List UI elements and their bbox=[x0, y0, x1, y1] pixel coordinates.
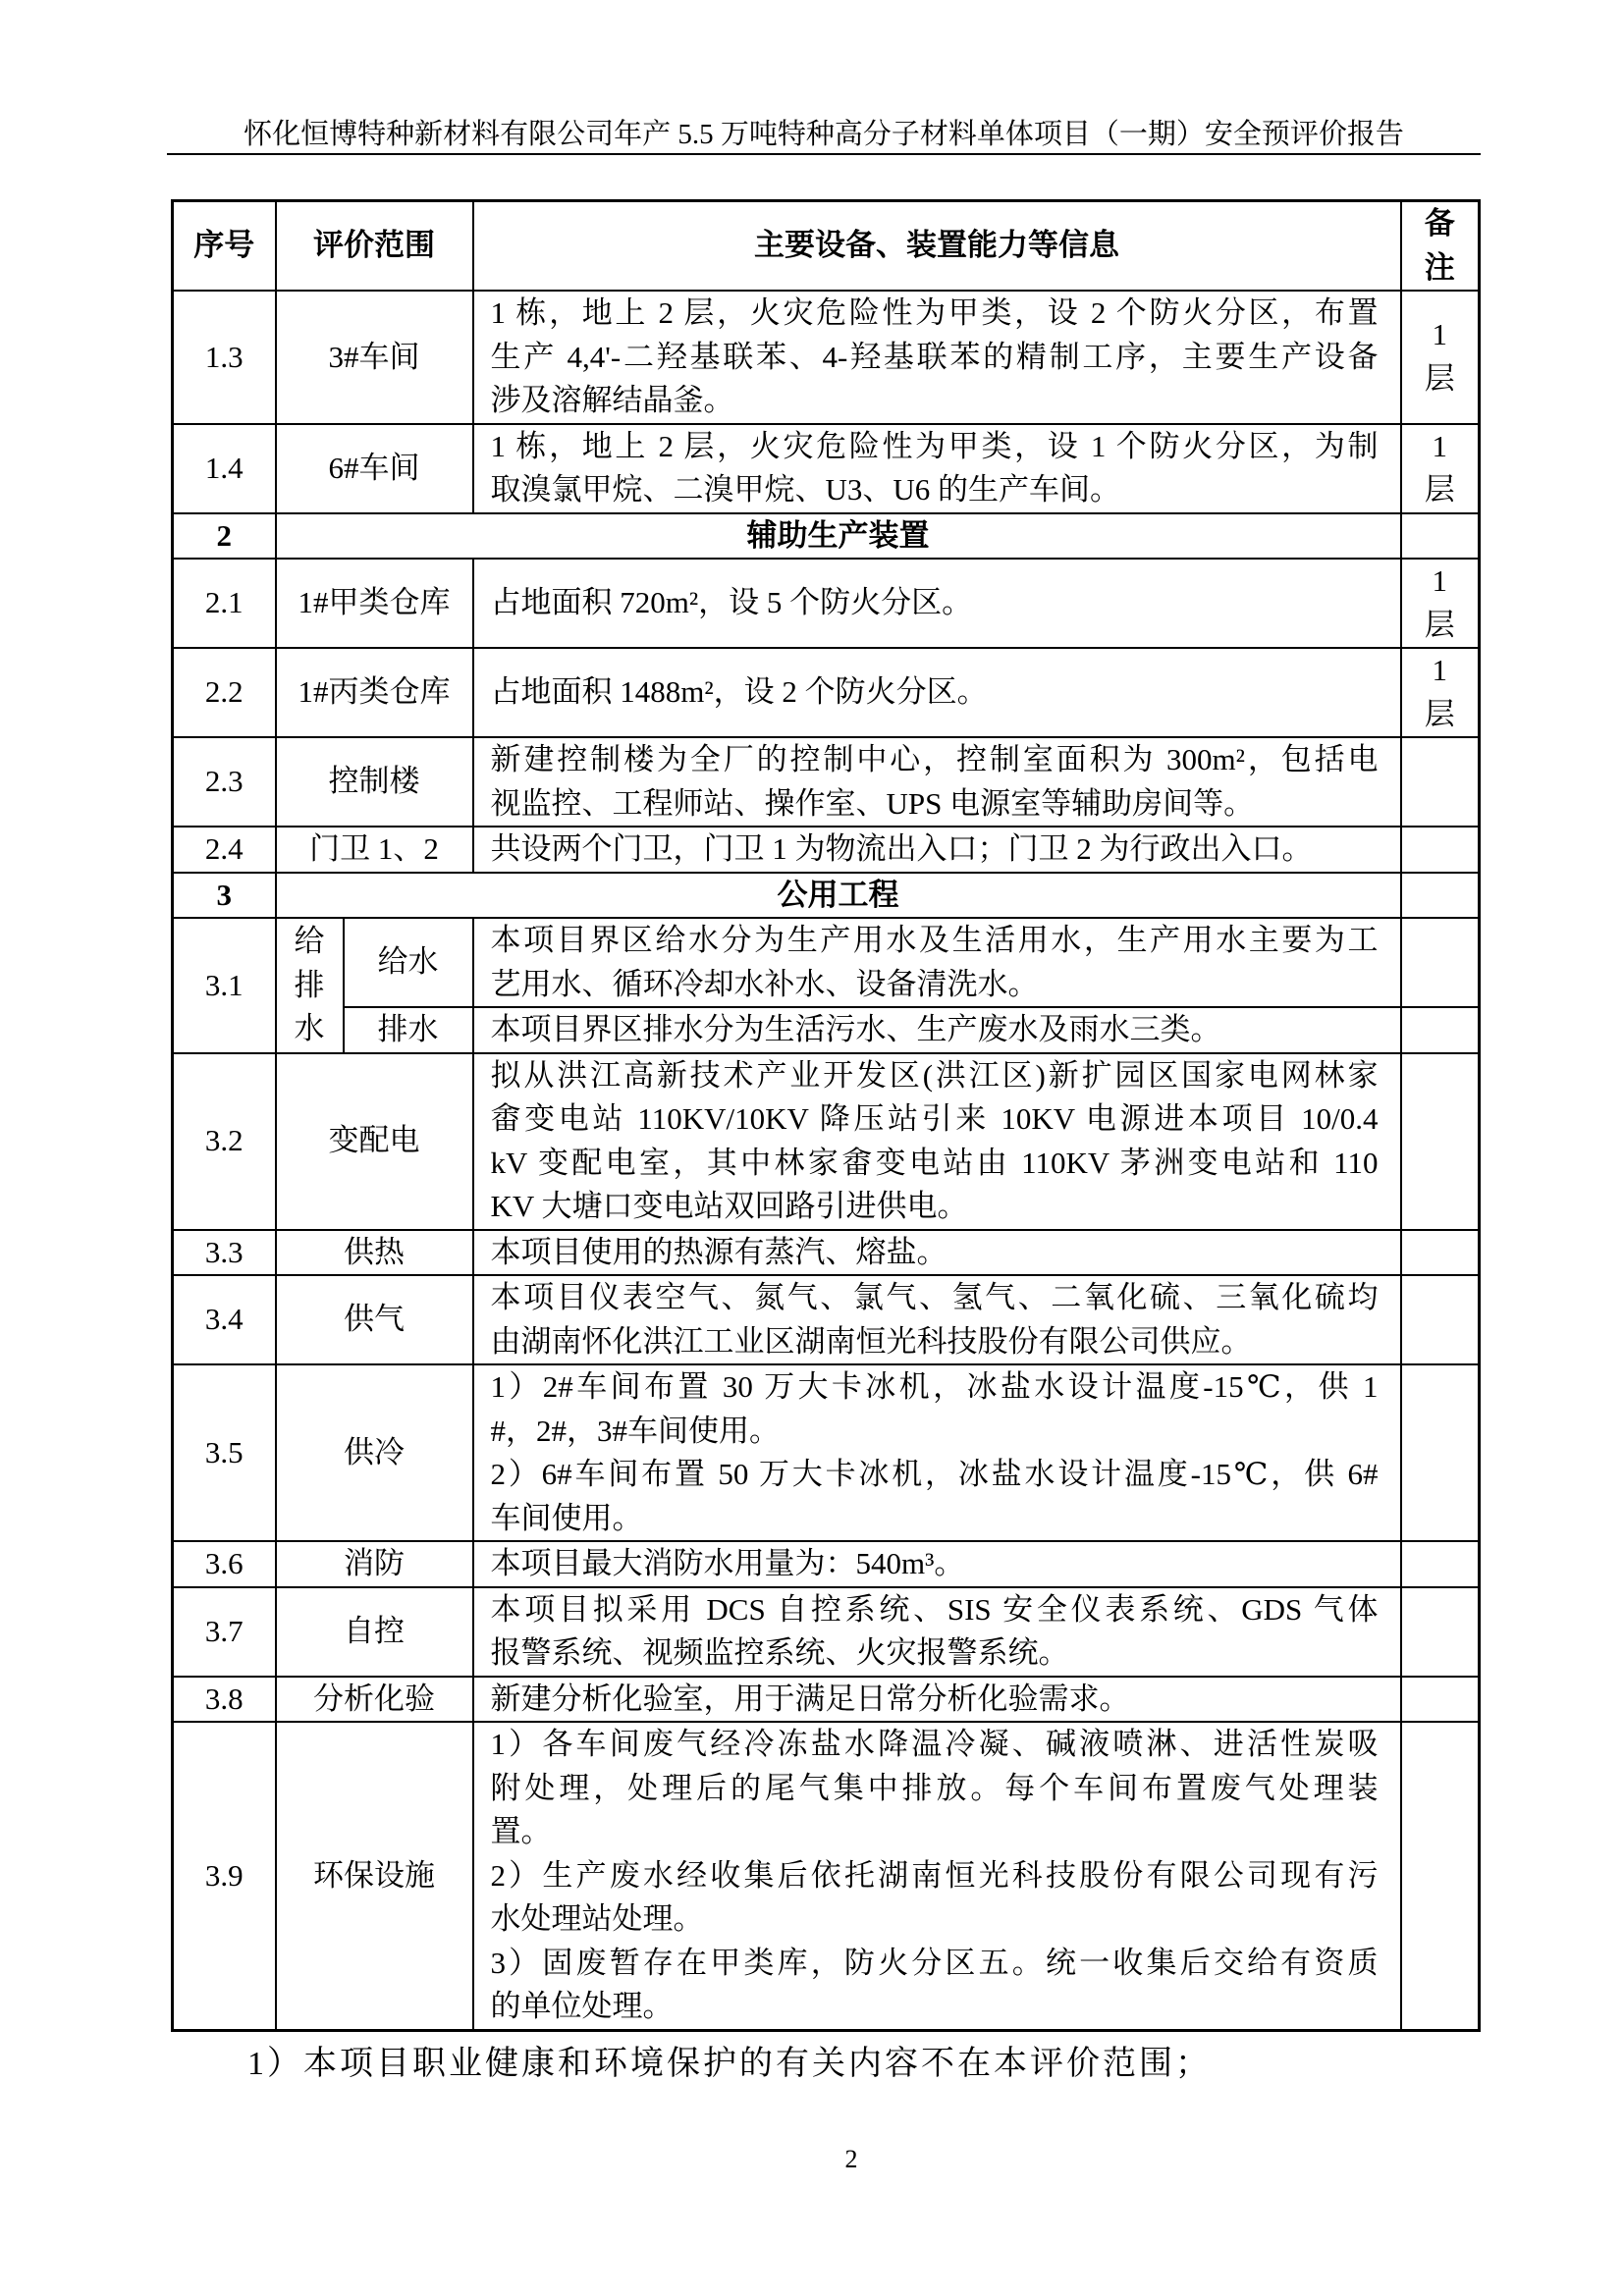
remark-cell bbox=[1401, 1053, 1480, 1230]
scope-cell: 变配电 bbox=[276, 1053, 473, 1230]
info-line: 取溴氯甲烷、二溴甲烷、U3、U6 的生产车间。 bbox=[490, 472, 1121, 507]
scope-cell: 环保设施 bbox=[276, 1722, 473, 2030]
remark-line: 层 bbox=[1424, 472, 1455, 507]
info-cell bbox=[473, 1275, 1401, 1364]
info-cell bbox=[473, 918, 1401, 1007]
remark-cell bbox=[1401, 1587, 1480, 1677]
scope-cell: 消防 bbox=[276, 1541, 473, 1587]
table-row bbox=[173, 1722, 1480, 2030]
section-number: 2 bbox=[173, 513, 276, 560]
info-line: 车间使用。 bbox=[490, 1500, 643, 1535]
info-line: KV 大塘口变电站双回路引进供电。 bbox=[490, 1189, 968, 1223]
column-header-remark bbox=[1401, 201, 1480, 292]
info-line: 1）2#车间布置 30 万大卡冰机，冰盐水设计温度-15℃，供 1 bbox=[490, 1369, 1379, 1404]
item-number: 2.4 bbox=[173, 827, 276, 873]
table-row bbox=[173, 1007, 1480, 1053]
table-header-row bbox=[173, 201, 1480, 292]
info-line: 报警系统、视频监控系统、火灾报警系统。 bbox=[490, 1635, 1069, 1670]
info-line: 视监控、工程师站、操作室、UPS 电源室等辅助房间等。 bbox=[490, 785, 1255, 821]
item-number: 3.6 bbox=[173, 1541, 276, 1587]
info-cell bbox=[473, 1230, 1401, 1276]
item-number: 3.9 bbox=[173, 1722, 276, 2030]
info-cell bbox=[473, 559, 1401, 648]
column-header-scope: 评价范围 bbox=[276, 201, 473, 292]
info-line: 本项目使用的热源有蒸汽、熔盐。 bbox=[490, 1234, 947, 1269]
table-row bbox=[173, 1587, 1480, 1677]
scope-cell: 3#车间 bbox=[276, 291, 473, 424]
section-number: 3 bbox=[173, 873, 276, 919]
info-line: 由湖南怀化洪江工业区湖南恒光科技股份有限公司供应。 bbox=[490, 1323, 1252, 1359]
sub-scope-cell: 排水 bbox=[344, 1007, 473, 1053]
table-row bbox=[173, 559, 1480, 648]
info-cell bbox=[473, 424, 1401, 513]
remark-cell bbox=[1401, 1275, 1480, 1364]
scope-cell: 1#丙类仓库 bbox=[276, 648, 473, 737]
scope-cell: 控制楼 bbox=[276, 737, 473, 827]
info-line: 3）固废暂存在甲类库，防火分区五。统一收集后交给有资质 bbox=[490, 1945, 1379, 1980]
table-row bbox=[173, 737, 1480, 827]
info-cell bbox=[473, 1053, 1401, 1230]
remark-line: 层 bbox=[1424, 696, 1455, 731]
header-rule bbox=[167, 153, 1481, 155]
table-row bbox=[173, 918, 1480, 1007]
info-cell bbox=[473, 827, 1401, 873]
item-number: 2.3 bbox=[173, 737, 276, 827]
item-number: 1.3 bbox=[173, 291, 276, 424]
remark-cell bbox=[1401, 513, 1480, 560]
table-row bbox=[173, 1053, 1480, 1230]
scope-cell: 6#车间 bbox=[276, 424, 473, 513]
info-line: 生产 4,4'-二羟基联苯、4-羟基联苯的精制工序，主要生产设备 bbox=[490, 339, 1379, 374]
remark-line: 层 bbox=[1424, 360, 1455, 396]
scope-cell: 供气 bbox=[276, 1275, 473, 1364]
info-cell bbox=[473, 1587, 1401, 1677]
info-line: 占地面积 720m²，设 5 个防火分区。 bbox=[490, 585, 973, 620]
section-title: 公用工程 bbox=[276, 873, 1401, 919]
item-number: 3.2 bbox=[173, 1053, 276, 1230]
info-cell bbox=[473, 1007, 1401, 1053]
info-line: 本项目界区排水分为生活污水、生产废水及雨水三类。 bbox=[490, 1012, 1221, 1046]
item-number: 3.4 bbox=[173, 1275, 276, 1364]
info-cell bbox=[473, 648, 1401, 737]
remark-cell bbox=[1401, 1230, 1480, 1276]
remark-cell bbox=[1401, 1677, 1480, 1723]
item-number: 3.5 bbox=[173, 1364, 276, 1541]
remark-cell bbox=[1401, 873, 1480, 919]
remark-cell bbox=[1401, 827, 1480, 873]
remark-line: 1 bbox=[1432, 653, 1447, 687]
info-cell bbox=[473, 1722, 1401, 2030]
remark-cell bbox=[1401, 291, 1480, 424]
info-line: 新建分析化验室，用于满足日常分析化验需求。 bbox=[490, 1681, 1130, 1716]
remark-cell bbox=[1401, 648, 1480, 737]
info-cell bbox=[473, 291, 1401, 424]
scope-group-char: 排 bbox=[294, 967, 325, 1002]
info-line: 的单位处理。 bbox=[490, 1989, 674, 2023]
info-cell bbox=[473, 1364, 1401, 1541]
scope-cell: 分析化验 bbox=[276, 1677, 473, 1723]
table-row bbox=[173, 291, 1480, 424]
info-line: 畬变电站 110KV/10KV 降压站引来 10KV 电源进本项目 10/0.4 bbox=[490, 1101, 1379, 1136]
table-row bbox=[173, 1677, 1480, 1723]
table-row bbox=[173, 424, 1480, 513]
section-title: 辅助生产装置 bbox=[276, 513, 1401, 560]
scope-cell: 供冷 bbox=[276, 1364, 473, 1541]
table-row bbox=[173, 1275, 1480, 1364]
item-number: 3.7 bbox=[173, 1587, 276, 1677]
table-row bbox=[173, 1364, 1480, 1541]
item-number: 1.4 bbox=[173, 424, 276, 513]
table-row bbox=[173, 827, 1480, 873]
item-number: 2.2 bbox=[173, 648, 276, 737]
info-line: 占地面积 1488m²，设 2 个防火分区。 bbox=[490, 674, 988, 710]
info-line: 附处理，处理后的尾气集中排放。每个车间布置废气处理装 bbox=[490, 1770, 1379, 1805]
info-cell bbox=[473, 1541, 1401, 1587]
scope-cell: 自控 bbox=[276, 1587, 473, 1677]
info-line: 本项目仪表空气、氮气、氯气、氢气、二氧化硫、三氧化硫均 bbox=[490, 1280, 1379, 1314]
info-line: 本项目最大消防水用量为：540m³。 bbox=[490, 1546, 965, 1580]
remark-cell bbox=[1401, 424, 1480, 513]
info-line: #，2#，3#车间使用。 bbox=[490, 1413, 780, 1448]
scope-group-cell bbox=[276, 918, 344, 1053]
remark-header-line: 注 bbox=[1424, 249, 1455, 285]
info-line: 本项目拟采用 DCS 自控系统、SIS 安全仪表系统、GDS 气体 bbox=[490, 1591, 1379, 1627]
info-line: 水处理站处理。 bbox=[490, 1901, 704, 1936]
table-row bbox=[173, 648, 1480, 737]
remark-cell bbox=[1401, 1722, 1480, 2030]
remark-cell bbox=[1401, 1007, 1480, 1053]
column-header-no: 序号 bbox=[173, 201, 276, 292]
remark-cell bbox=[1401, 737, 1480, 827]
info-line: 1）各车间废气经冷冻盐水降温冷凝、碱液喷淋、进活性炭吸 bbox=[490, 1727, 1379, 1761]
info-line: 新建控制楼为全厂的控制中心，控制室面积为 300m²，包括电 bbox=[490, 742, 1379, 776]
remark-cell bbox=[1401, 559, 1480, 648]
remark-header-line: 备 bbox=[1424, 206, 1455, 240]
item-number: 3.8 bbox=[173, 1677, 276, 1723]
info-line: 1 栋，地上 2 层，火灾危险性为甲类，设 1 个防火分区，为制 bbox=[490, 428, 1379, 463]
column-header-info: 主要设备、装置能力等信息 bbox=[473, 201, 1401, 292]
info-line: 涉及溶解结晶釜。 bbox=[490, 383, 734, 417]
item-number: 3.3 bbox=[173, 1230, 276, 1276]
section-row bbox=[173, 873, 1480, 919]
section-row bbox=[173, 513, 1480, 560]
scope-cell: 1#甲类仓库 bbox=[276, 559, 473, 648]
info-cell bbox=[473, 1677, 1401, 1723]
remark-line: 1 bbox=[1432, 563, 1447, 598]
info-line: 共设两个门卫，门卫 1 为物流出入口；门卫 2 为行政出入口。 bbox=[490, 831, 1313, 866]
remark-cell bbox=[1401, 918, 1480, 1007]
info-line: 艺用水、循环冷却水补水、设备清洗水。 bbox=[490, 966, 1039, 1001]
remark-cell bbox=[1401, 1541, 1480, 1587]
page-number: 2 bbox=[844, 2145, 858, 2173]
item-number: 3.1 bbox=[173, 918, 276, 1053]
scope-cell: 门卫 1、2 bbox=[276, 827, 473, 873]
scope-cell: 供热 bbox=[276, 1230, 473, 1276]
info-line: 2）生产废水经收集后依托湖南恒光科技股份有限公司现有污 bbox=[490, 1857, 1379, 1893]
remark-cell bbox=[1401, 1364, 1480, 1541]
remark-line: 1 bbox=[1432, 317, 1447, 352]
scope-group-char: 水 bbox=[294, 1011, 325, 1045]
running-header-title: 怀化恒博特种新材料有限公司年产 5.5 万吨特种高分子材料单体项目（一期）安全预评价报告 bbox=[244, 119, 1404, 150]
info-line: kV 变配电室，其中林家畬变电站由 110KV 茅洲变电站和 110 bbox=[490, 1145, 1379, 1180]
info-line: 2）6#车间布置 50 万大卡冰机，冰盐水设计温度-15℃，供 6# bbox=[490, 1457, 1379, 1491]
info-line: 1 栋，地上 2 层，火灾危险性为甲类，设 2 个防火分区，布置 bbox=[490, 295, 1379, 330]
table-row bbox=[173, 1230, 1480, 1276]
remark-line: 层 bbox=[1424, 607, 1455, 642]
info-cell bbox=[473, 737, 1401, 827]
sub-scope-cell: 给水 bbox=[344, 918, 473, 1007]
info-line: 置。 bbox=[490, 1814, 552, 1848]
table-row bbox=[173, 1541, 1480, 1587]
info-line: 拟从洪江高新技术产业开发区(洪江区)新扩园区国家电网林家 bbox=[490, 1057, 1379, 1093]
scope-note: 1）本项目职业健康和环境保护的有关内容不在本评价范围； bbox=[247, 2046, 1212, 2082]
scope-group-char: 给 bbox=[294, 924, 325, 958]
info-line: 本项目界区给水分为生产用水及生活用水，生产用水主要为工 bbox=[490, 923, 1379, 957]
remark-line: 1 bbox=[1432, 428, 1447, 463]
evaluation-scope-table bbox=[171, 199, 1481, 2032]
item-number: 2.1 bbox=[173, 559, 276, 648]
